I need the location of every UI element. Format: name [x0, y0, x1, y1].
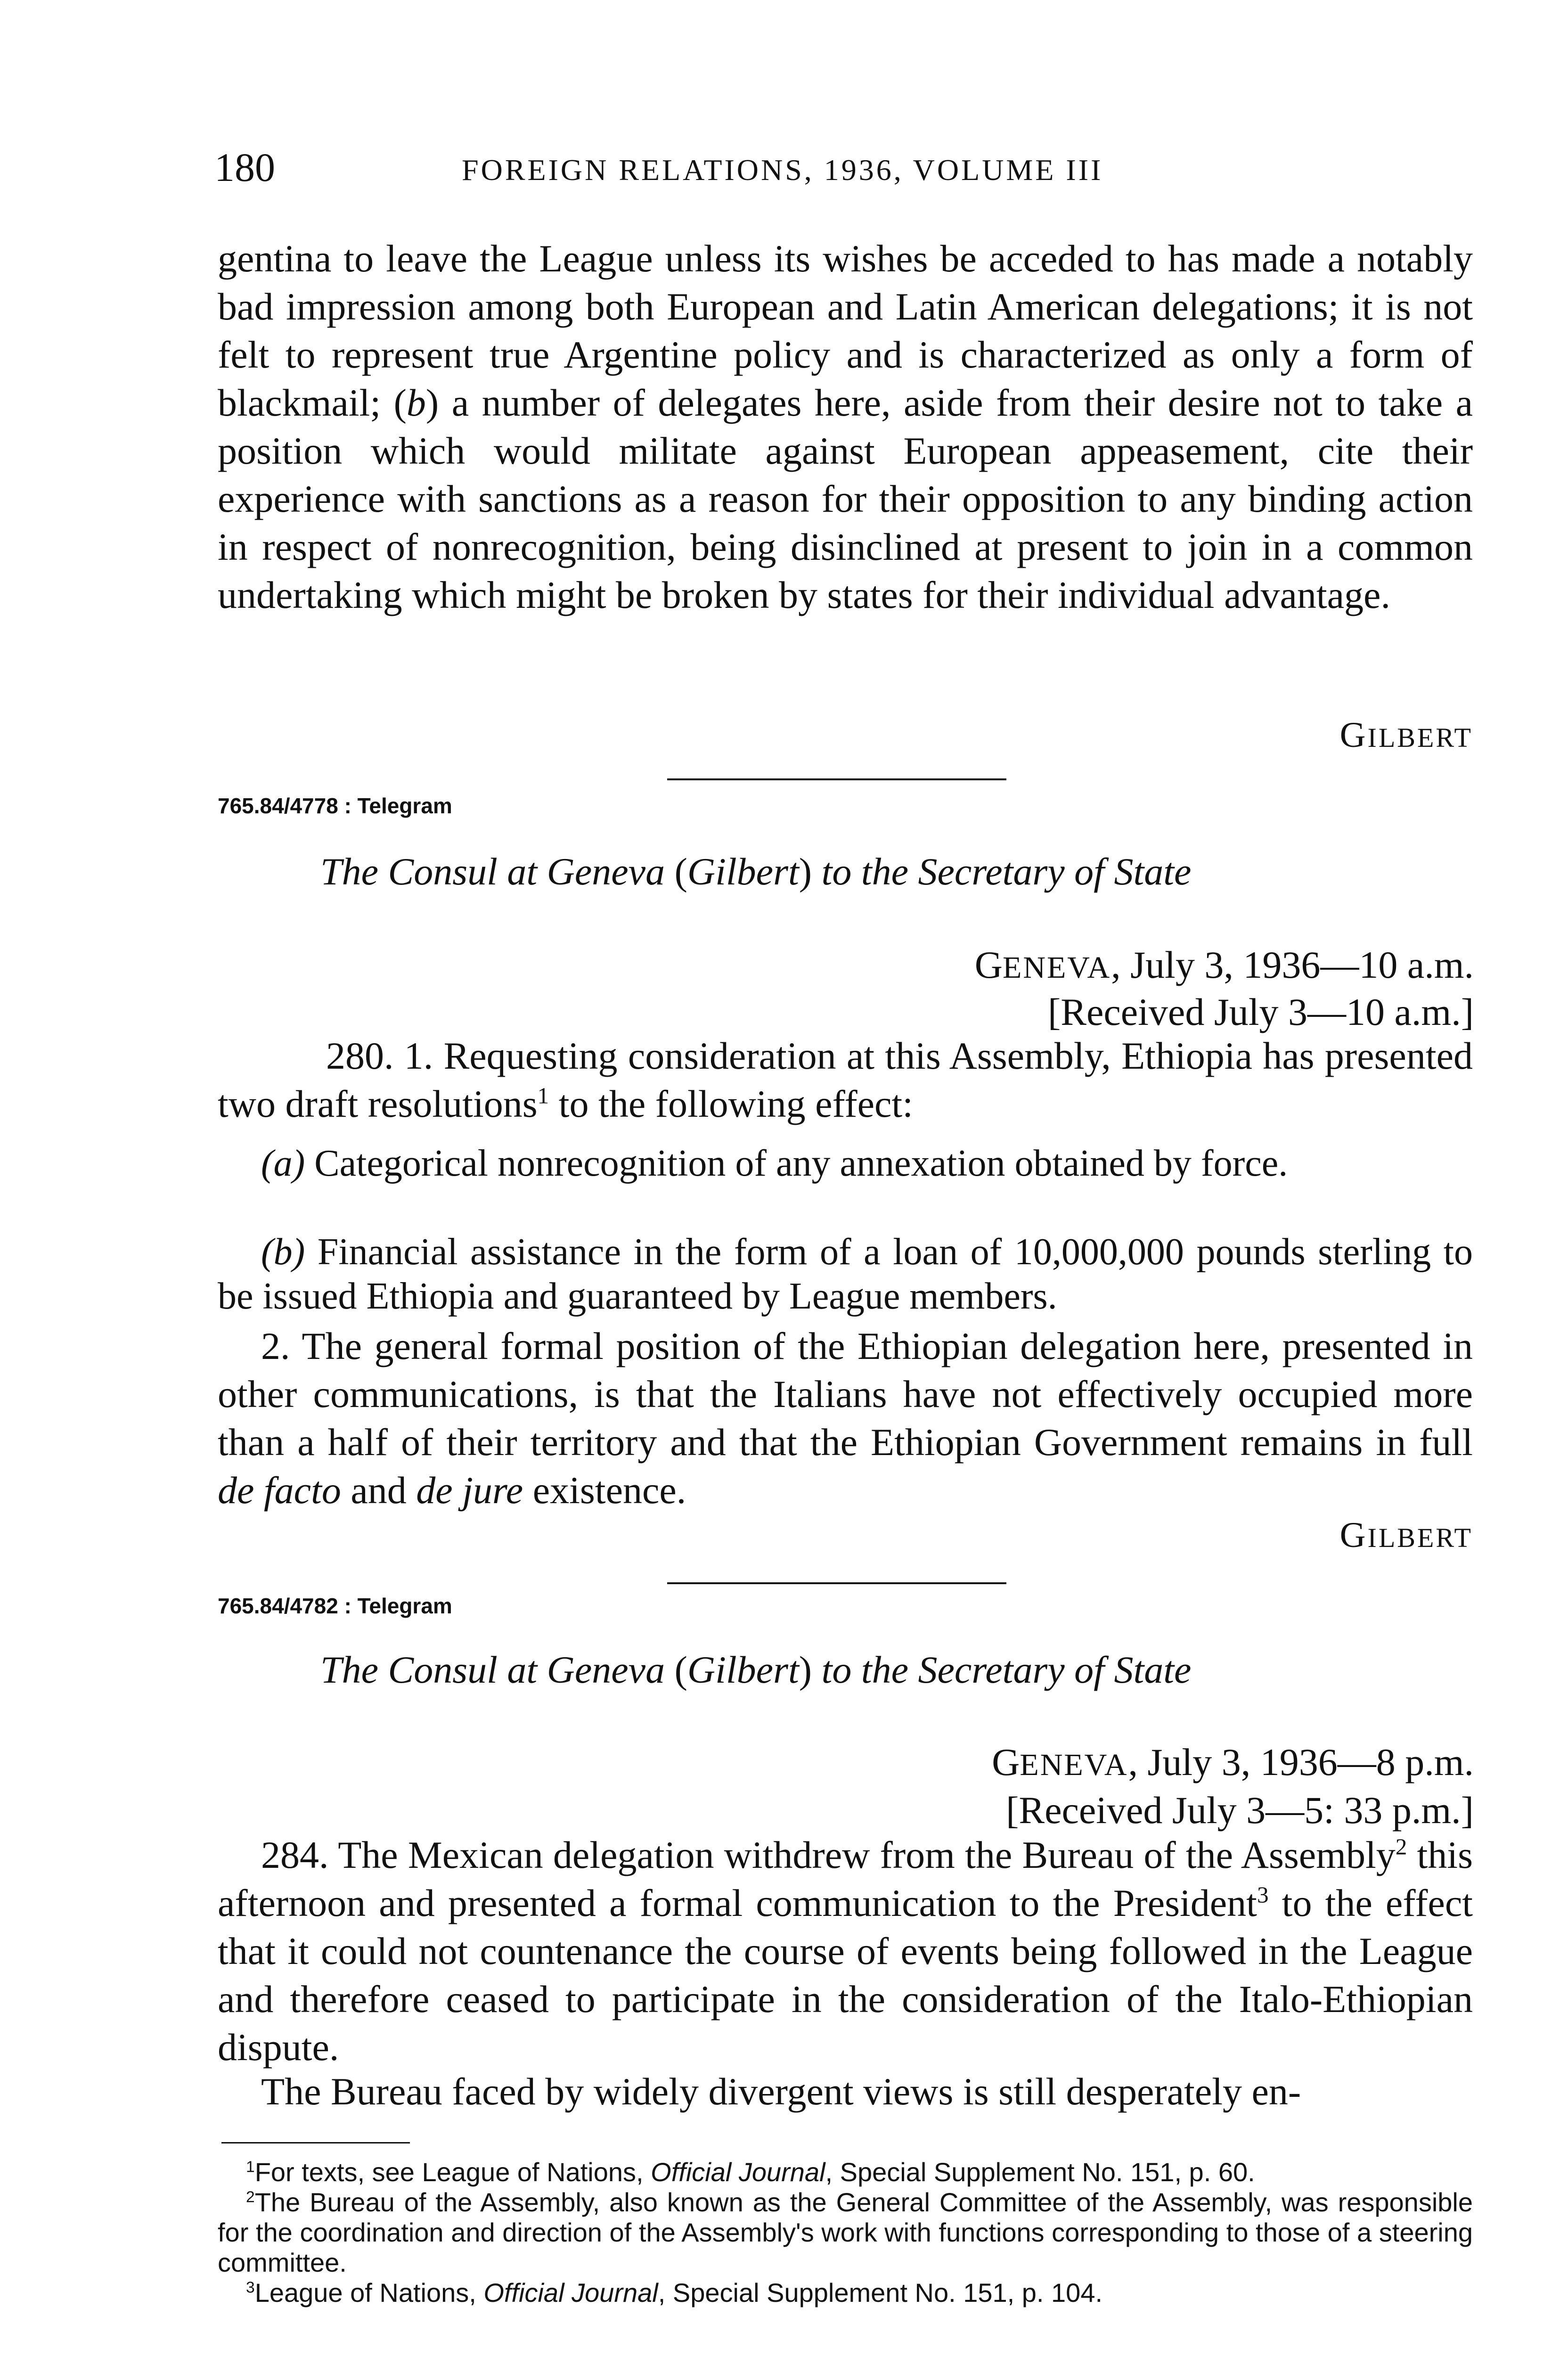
telegram-284-paragraph-1: 284. The Mexican delegation withdrew from the Bureau of the Assembly$^2$ this afternoon and presented a formal communication to the President$^3$ to the effect that it could not countenance the course of events being followed in the League and therefore ceased to participate in the consideration of the Italo-Ethiopian dispute.: [218, 1833, 1473, 2069]
telegram-284-paragraph-2: The Bureau faced by widely divergent views is still desperately en-: [261, 2070, 1301, 2113]
signature-gilbert-1: GILBERT: [1339, 715, 1473, 755]
resolution-item-b: (b) Financial assistance in the form of a loan of 10,000,000 pounds sterling to be issued Ethiopia and guaranteed by League members.: [218, 1231, 1473, 1317]
section-divider-2: [667, 1582, 1006, 1584]
telegram-280-paragraph-1: 280. 1. Requesting consideration at this Assembly, Ethiopia has presented two draft resolutions$^1$ to the following effect:: [218, 1034, 1473, 1125]
footnotes: [218, 2157, 1473, 2308]
footnote-divider: [221, 2142, 410, 2143]
dateline-2: GENEVA, July 3, 1936—8 p.m.: [992, 1741, 1474, 1783]
footnote-1: $^1$For texts, see League of Nations, Official Journal, Special Supplement No. 151, p. 60.: [246, 2157, 1255, 2187]
footnote-ref-1: 1: [537, 1082, 549, 1109]
footnote-2: $^2$The Bureau of the Assembly, also known as the General Committee of the Assembly, was responsible for the coordination and direction of the Assembly's work with functions corresponding to those of a steering committee.: [218, 2187, 1473, 2277]
document-heading-2: The Consul at Geneva (Gilbert) to the Secretary of State: [320, 1648, 1192, 1691]
intro-paragraph: gentina to leave the League unless its wishes be acceded to has made a notably bad impression among both European and Latin American delegations; it is not felt to represent true Argentine policy and is characterized as only a form of blackmail; (b) a number of delegates here, aside from their desire not to take a position which would militate against European appeasement, cite their experience with sanctions as a reason for their opposition to any binding action in respect of nonrecognition, being disinclined at present to join in a common undertaking which might be broken by states for their individual advantage.: [218, 237, 1473, 616]
footnote-3: $^3$League of Nations, Official Journal, Special Supplement No. 151, p. 104.: [246, 2278, 1103, 2307]
running-head: FOREIGN RELATIONS, 1936, VOLUME III: [462, 153, 1103, 187]
dateline-1: GENEVA, July 3, 1936—10 a.m.: [974, 943, 1474, 986]
document-reference-2: 765.84/4782 : Telegram: [218, 1594, 452, 1618]
footnote-ref-3: 3: [1257, 1882, 1269, 1908]
section-divider-1: [667, 778, 1006, 780]
signature-gilbert-2: GILBERT: [1339, 1515, 1473, 1555]
received-line-2: [Received July 3—5: 33 p.m.]: [1006, 1789, 1474, 1832]
document-heading-1: The Consul at Geneva (Gilbert) to the Secretary of State: [320, 850, 1192, 893]
document-reference-1: 765.84/4778 : Telegram: [218, 794, 452, 818]
page-header: [214, 141, 1486, 193]
footnote-ref-2: 2: [1395, 1833, 1407, 1860]
resolution-item-a: (a) Categorical nonrecognition of any annexation obtained by force.: [261, 1143, 1288, 1184]
telegram-280-paragraph-2: 2. The general formal position of the Ethiopian delegation here, presented in other communications, is that the Italians have not effectively occupied more than a half of their territory and that the Ethiopian Government remains in full de facto and de jure existence.: [218, 1325, 1473, 1512]
received-line-1: [Received July 3—10 a.m.]: [1047, 990, 1474, 1033]
page-number: 180: [214, 145, 275, 190]
